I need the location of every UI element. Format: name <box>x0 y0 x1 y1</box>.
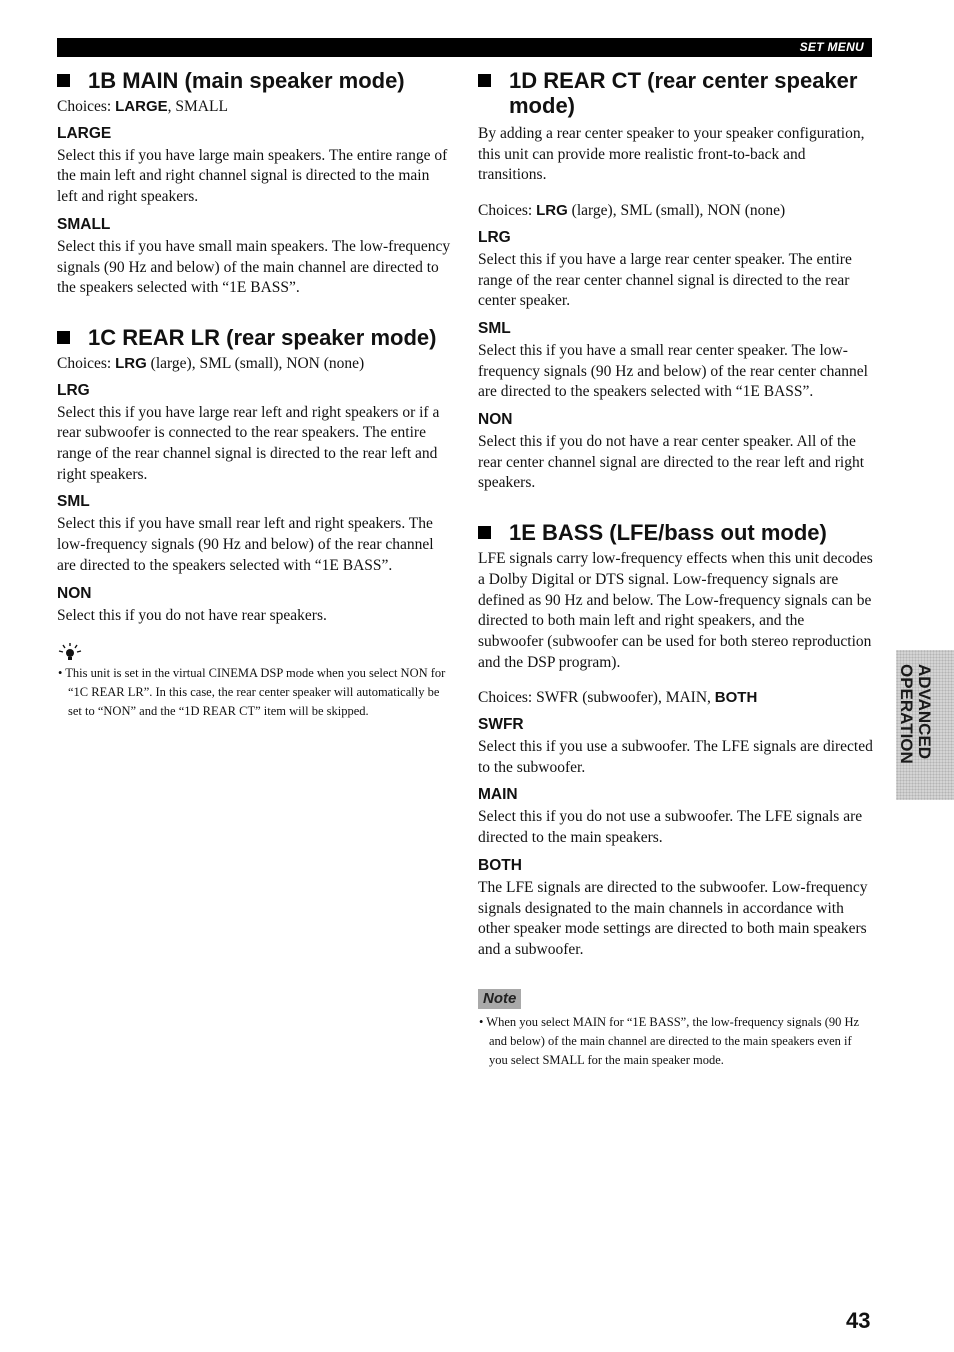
bullet-square-icon <box>57 331 70 344</box>
bullet-square-icon <box>478 526 491 539</box>
header-bar <box>57 38 872 57</box>
main-heading: MAIN <box>478 786 518 804</box>
section-1b-choices: Choices: LARGE, SMALL <box>57 98 228 115</box>
non-heading: NON <box>57 584 92 602</box>
sml-heading: SML <box>57 493 90 511</box>
swfr-heading: SWFR <box>478 716 524 734</box>
rc-non-text: Select this if you do not have a rear center speaker. All of the rear center channel signal are directed to the rear left and right speakers. <box>478 433 865 492</box>
section-1e-intro: LFE signals carry low-frequency effects when this unit decodes a Dolby Digital or DTS signal. Low-frequency signals are defined as 90 Hz and below. The Low-frequency signals can be directed to both main left and right speakers, and the subwoofer (subwoofer can be used for both stereo reproduction and the DSP program). <box>478 550 873 671</box>
rc-sml-text: Select this if you have a small rear center speaker. The low-frequency signals (90 Hz and below) of the rear center channel are directed to the speakers selected with “1E BASS”. <box>478 341 868 401</box>
side-tab <box>896 650 954 800</box>
section-1b-title: 1B MAIN (main speaker mode) <box>57 68 452 93</box>
non-text: Select this if you do not have rear speakers. <box>57 606 327 624</box>
small-heading: SMALL <box>57 215 111 233</box>
note-label: Note <box>478 989 521 1009</box>
page-number: 43 <box>846 1308 871 1333</box>
section-1d-title: 1D REAR CT (rear center speaker mode) <box>478 68 873 118</box>
section-1d-choices: Choices: LRG (large), SML (small), NON (none) <box>478 202 786 220</box>
lrg-text: Select this if you have large rear left and right speakers or if a rear subwoofer is connected to the rear speakers. The entire range of the rear channel signal is directed to the rear left and right speakers. <box>57 403 440 483</box>
bullet-square-icon <box>478 74 491 87</box>
main-text: Select this if you do not use a subwoofer. The LFE signals are directed to the main speakers. <box>478 808 863 847</box>
rc-sml-heading: SML <box>478 319 511 337</box>
both-text: The LFE signals are directed to the subwoofer. Low-frequency signals designated to the main channels in accordance with other speaker mode settings are directed to both main speakers and a subwoofer. <box>478 878 868 958</box>
bullet-square-icon <box>57 74 70 87</box>
side-tab-line2: OPERATION <box>897 664 916 764</box>
section-1e-choices: Choices: SWFR (subwoofer), MAIN, BOTH <box>478 689 758 707</box>
tip-lightbulb-icon <box>57 642 83 662</box>
both-heading: BOTH <box>478 856 522 874</box>
section-1d-intro: By adding a rear center speaker to your speaker configuration, this unit can provide more realistic front-to-back and transitions. <box>478 125 865 184</box>
tip-text: • This unit is set in the virtual CINEMA DSP mode when you select NON for “1C REAR LR”. In this case, the rear center speaker will automatically be set to “NON” and the “1D REAR CT” item will be skipped. <box>58 666 446 719</box>
section-1c-choices: Choices: LRG (large), SML (small), NON (none) <box>57 354 365 372</box>
sml-text: Select this if you have small rear left and right speakers. The low-frequency signals (90 Hz and below) of the rear channel are directed to the speakers selected with “1E BASS”. <box>57 515 434 574</box>
large-text: Select this if you have large main speakers. The entire range of the main left and right channel signal is directed to the main left and right speakers. <box>57 146 448 206</box>
large-heading: LARGE <box>57 124 112 142</box>
rc-lrg-heading: LRG <box>478 228 511 246</box>
note-box <box>478 989 873 1009</box>
side-tab-line1: ADVANCED <box>915 664 934 760</box>
lrg-heading: LRG <box>57 381 90 399</box>
rc-non-heading: NON <box>478 411 513 429</box>
note-text: • When you select MAIN for “1E BASS”, the low-frequency signals (90 Hz and below) of the main channel are directed to the main speakers even if you select SMALL for the main speaker mode. <box>479 1014 860 1067</box>
right-column <box>478 68 873 1070</box>
small-text: Select this if you have small main speakers. The low-frequency signals (90 Hz and below) of the main channel are directed to the speakers selected with “1E BASS”. <box>57 237 451 297</box>
section-1c-title: 1C REAR LR (rear speaker mode) <box>57 325 452 350</box>
header-label: SET MENU <box>799 40 864 54</box>
left-column <box>57 68 452 721</box>
swfr-text: Select this if you use a subwoofer. The LFE signals are directed to the subwoofer. <box>478 738 873 776</box>
rc-lrg-text: Select this if you have a large rear center speaker. The entire range of the rear center channel signal is directed to the rear center speaker. <box>478 250 852 310</box>
section-1e-title: 1E BASS (LFE/bass out mode) <box>478 520 873 545</box>
